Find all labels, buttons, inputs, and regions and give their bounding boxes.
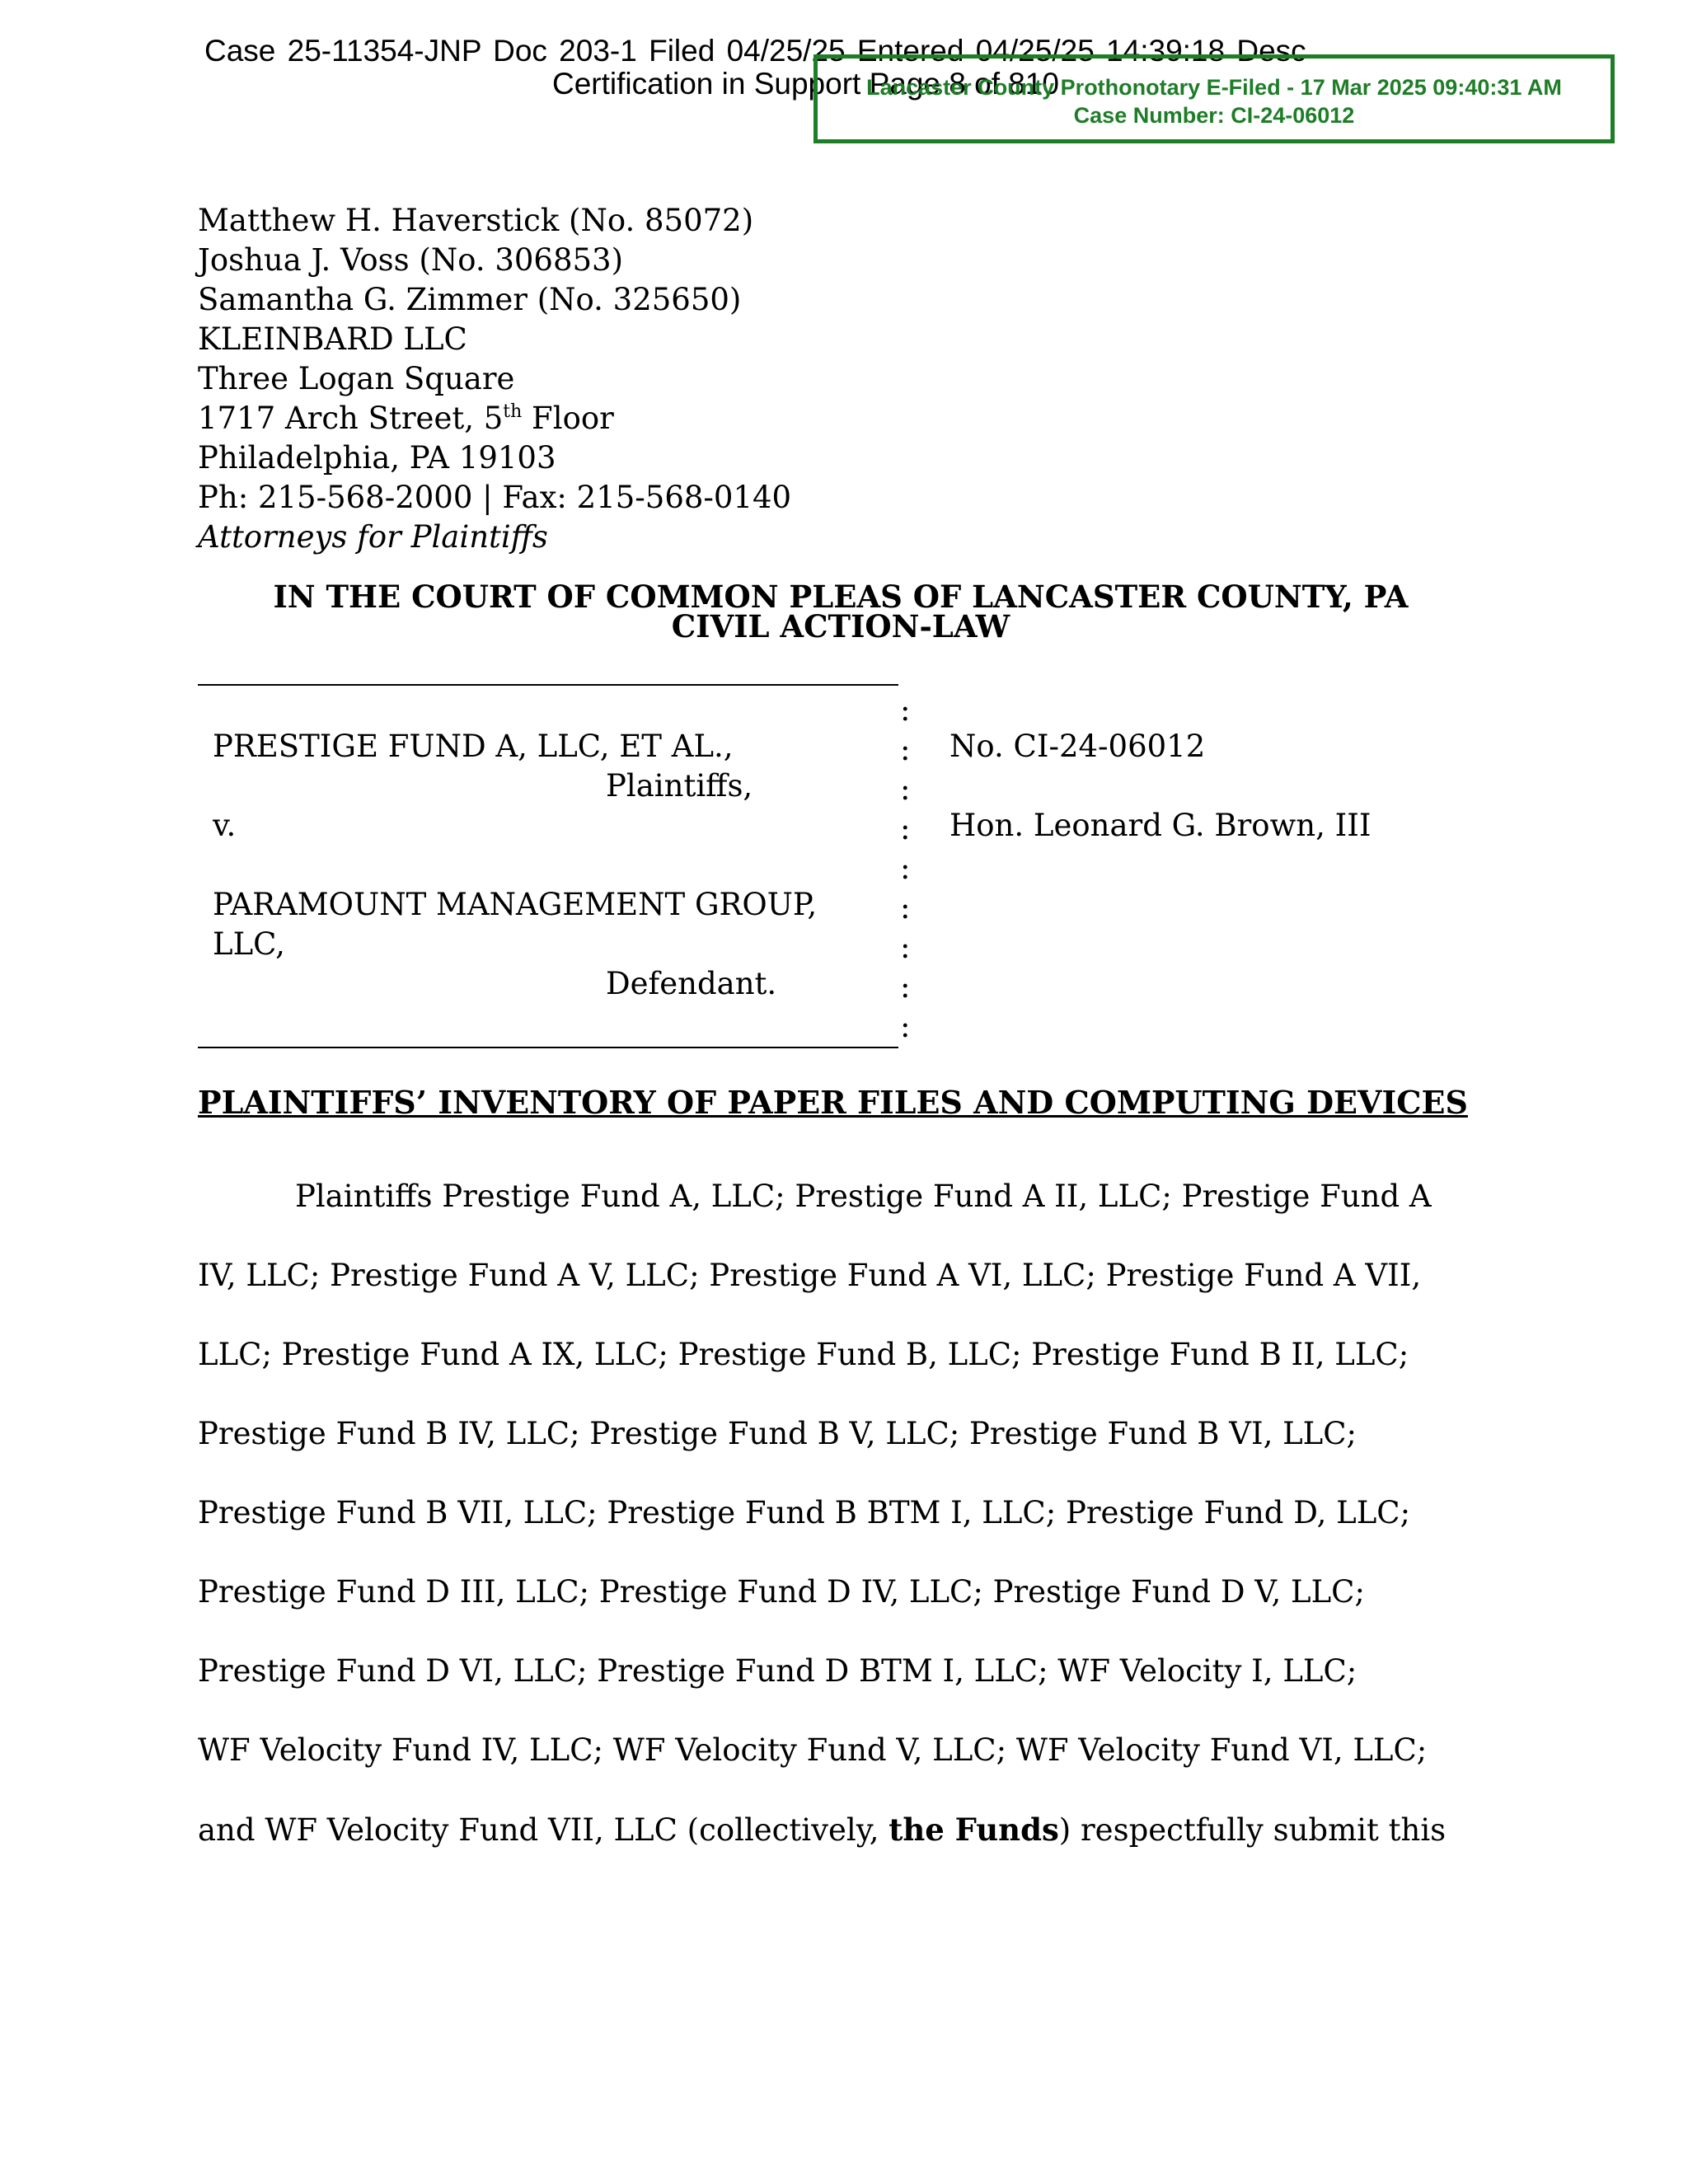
firm-city: Philadelphia, PA 19103 xyxy=(198,440,556,476)
caption-colon: : xyxy=(900,811,911,846)
efiling-stamp xyxy=(814,54,1615,143)
street-text: 1717 Arch Street, 5 xyxy=(198,401,504,436)
caption-colon: : xyxy=(900,930,911,965)
stamp-filed-line: Lancaster County Prothonotary E-Filed - 17 Mar 2025 09:40:31 AM xyxy=(866,75,1562,100)
street-ordinal: th xyxy=(503,401,523,422)
ecf-header-line1: Case 25-11354-JNP Doc 203-1 Filed 04/25/25 Entered 04/25/25 14:39:18 Desc xyxy=(204,34,1306,68)
caption-plaintiff-role: Plaintiffs, xyxy=(606,768,753,804)
caption-colons xyxy=(900,691,910,1047)
street-floor: Floor xyxy=(522,401,614,436)
body-line: Prestige Fund B VII, LLC; Prestige Fund B BTM I, LLC; Prestige Fund D, LLC; xyxy=(198,1495,1411,1530)
attorney-block xyxy=(198,201,791,557)
body-text: ) respectfully submit this xyxy=(1058,1812,1447,1848)
caption-defendant: PARAMOUNT MANAGEMENT GROUP, xyxy=(213,887,818,922)
attorney-role: Attorneys for Plaintiffs xyxy=(198,519,548,555)
caption-defendant-role: Defendant. xyxy=(606,966,777,1001)
caption-defendant-cont: LLC, xyxy=(213,926,285,962)
body-line: Prestige Fund D III, LLC; Prestige Fund D IV, LLC; Prestige Fund D V, LLC; xyxy=(198,1574,1365,1610)
ecf-header-line2: Certification in Support Page 8 of 810 xyxy=(552,67,1059,101)
court-heading xyxy=(198,579,1484,644)
caption-versus: v. xyxy=(213,808,237,843)
caption-colon: : xyxy=(900,890,911,926)
attorney-line: Joshua J. Voss (No. 306853) xyxy=(198,242,624,278)
caption-colon: : xyxy=(900,692,911,728)
caption-colon: : xyxy=(900,969,911,1005)
body-line: Prestige Fund D VI, LLC; Prestige Fund D BTM I, LLC; WF Velocity I, LLC; xyxy=(198,1653,1357,1689)
caption-bottom-rule xyxy=(198,1047,898,1048)
caption-case-number: No. CI-24-06012 xyxy=(950,729,1206,764)
body-line: Plaintiffs Prestige Fund A, LLC; Prestige Fund A II, LLC; Prestige Fund A xyxy=(295,1179,1432,1214)
caption-colon: : xyxy=(900,771,911,807)
body-line: LLC; Prestige Fund A IX, LLC; Prestige Fund B, LLC; Prestige Fund B II, LLC; xyxy=(198,1337,1409,1372)
caption-plaintiff: PRESTIGE FUND A, LLC, ET AL., xyxy=(213,729,734,764)
caption-colon: : xyxy=(900,851,911,886)
caption-colon: : xyxy=(900,1009,911,1044)
attorney-line: Samantha G. Zimmer (No. 325650) xyxy=(198,282,742,317)
firm-phone: Ph: 215-568-2000 | Fax: 215-568-0140 xyxy=(198,480,792,515)
caption-judge: Hon. Leonard G. Brown, III xyxy=(950,808,1372,843)
body-text: and WF Velocity Fund VII, LLC (collectively, xyxy=(198,1812,889,1848)
defined-term: the Funds xyxy=(889,1811,1059,1848)
firm-building: Three Logan Square xyxy=(198,361,515,396)
attorney-line: Matthew H. Haverstick (No. 85072) xyxy=(198,203,754,238)
court-name: IN THE COURT OF COMMON PLEAS OF LANCASTER COUNTY, PA xyxy=(273,579,1409,615)
body-line: Prestige Fund B IV, LLC; Prestige Fund B V, LLC; Prestige Fund B VI, LLC; xyxy=(198,1416,1357,1451)
caption-top-rule xyxy=(198,684,898,686)
firm-name: KLEINBARD LLC xyxy=(198,321,467,357)
body-line-last xyxy=(198,1790,1484,1869)
court-division: CIVIL ACTION-LAW xyxy=(671,608,1010,644)
body-line: IV, LLC; Prestige Fund A V, LLC; Prestige Fund A VI, LLC; Prestige Fund A VII, xyxy=(198,1258,1422,1293)
stamp-case-number: Case Number: CI-24-06012 xyxy=(1073,103,1355,128)
document-title: PLAINTIFFS’ INVENTORY OF PAPER FILES AND COMPUTING DEVICES xyxy=(198,1084,1468,1121)
firm-street xyxy=(198,399,791,438)
caption-colon: : xyxy=(900,732,911,767)
body-line: WF Velocity Fund IV, LLC; WF Velocity Fund V, LLC; WF Velocity Fund VI, LLC; xyxy=(198,1732,1428,1768)
body-paragraph xyxy=(198,1157,1484,1869)
